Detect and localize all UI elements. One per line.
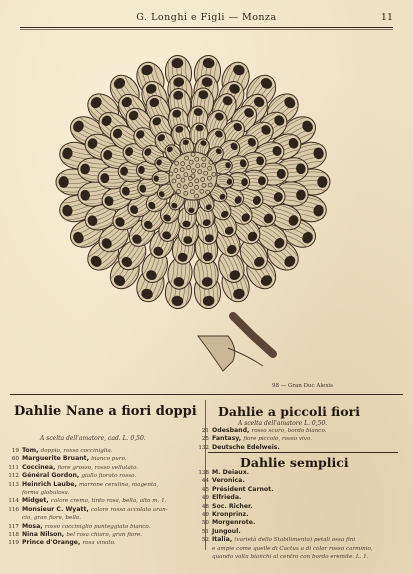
right-bottom-variety-list [196, 469, 401, 561]
illustration-caption: 98 — Gran Duc Alexis [272, 383, 334, 389]
item-number: 49 [201, 512, 209, 519]
list-item [6, 481, 202, 489]
item-number: 119 [8, 540, 19, 547]
list-item [196, 469, 401, 477]
item-number: 138 [198, 470, 209, 476]
item-number: 51 [201, 528, 209, 535]
item-description: quando volta bianchi al centro con bordo eremite. L. 1. [212, 554, 369, 561]
list-item [6, 489, 202, 497]
item-description: marrone cerulina, magenta, [78, 481, 159, 488]
item-description: colore crema, tinto rosa, bella, alto m. 1. [50, 498, 167, 505]
list-item [6, 455, 202, 463]
item-number: 25 [201, 436, 209, 443]
item-name: Soc. Richer. [212, 502, 253, 510]
item-number: 52 [201, 537, 209, 544]
right-top-section-price: A scelta dell'amatore L. 0,50. [238, 420, 328, 427]
item-name: Veronica. [212, 477, 245, 485]
item-name: Tom, [22, 447, 41, 454]
list-item [196, 444, 401, 452]
list-item [6, 523, 202, 531]
item-name: Deutsche Edelweis. [212, 443, 280, 451]
item-description: rosa vinato. [82, 540, 116, 547]
item-number: 44 [201, 478, 209, 485]
header-rule-secondary [20, 29, 393, 30]
dahlia-stem [198, 316, 273, 371]
item-description: colore rosso accolato aran- [90, 506, 168, 513]
item-number: 113 [8, 481, 19, 488]
header-rule [20, 27, 393, 28]
item-description: fiore piccolo, rosso vivo. [243, 436, 312, 443]
list-item [196, 435, 401, 443]
item-name: Morgenrote. [212, 519, 256, 527]
item-number: 118 [8, 532, 19, 539]
item-number: 49 [201, 495, 209, 502]
page-number: 11 [380, 12, 393, 23]
item-number: 50 [201, 520, 209, 527]
item-name: Heinrich Laube, [22, 480, 79, 488]
item-number: 48 [201, 503, 209, 510]
list-item [196, 477, 401, 485]
item-name: Elfrieda. [212, 494, 242, 502]
item-name: Midget, [22, 497, 51, 505]
dahlia-engraving [28, 36, 358, 376]
item-number: 132 [198, 444, 209, 451]
item-name: Nina Nilson, [22, 531, 67, 539]
item-description: fiore grosso, rosso vellutato. [57, 464, 139, 471]
item-description: cio, gran fiore, bello. [22, 515, 81, 522]
item-name: Kronprinz. [212, 511, 249, 519]
item-description: e ampie come quelle di Cactus a di color rosso carminio, [212, 545, 373, 552]
list-item [6, 506, 202, 514]
right-top-section-title: Dahlie a piccoli fiori [218, 404, 360, 419]
item-description: (varietà dello Stabilimento) petali ossa fini [234, 537, 356, 544]
item-name: Mosa, [22, 522, 45, 530]
list-item [6, 539, 202, 547]
item-name: M. Deiaux. [212, 469, 250, 476]
item-number: 21 [201, 428, 209, 434]
list-item [6, 531, 202, 539]
item-name: Prince d'Orange, [22, 539, 83, 547]
header-title: G. Longhi e Figli — Monza [136, 12, 277, 23]
list-item [6, 464, 202, 472]
item-description: rosso scuro, bordo bianco. [251, 428, 327, 434]
item-number: 60 [11, 456, 19, 463]
list-item [196, 503, 401, 511]
left-section-title: Dahlie Nane a fiori doppi [14, 404, 197, 419]
item-description: rosso cocciniglio punteggiato bianco. [44, 523, 151, 530]
list-item [196, 553, 401, 561]
page-header [20, 12, 393, 28]
list-item [196, 427, 401, 435]
item-number: 112 [8, 473, 19, 480]
list-item [196, 486, 401, 494]
list-item [6, 472, 202, 480]
list-item [196, 536, 401, 544]
left-variety-list [6, 447, 202, 548]
item-description: bianco puro. [91, 456, 127, 463]
item-description: forma globulosa. [22, 490, 70, 497]
list-item [196, 511, 401, 519]
dahlia-center [169, 152, 217, 200]
item-number: 117 [8, 523, 19, 530]
item-number: 114 [8, 498, 19, 505]
list-item [6, 447, 202, 455]
item-name: Président Carnot. [212, 485, 274, 493]
item-description: bel rosa chiaro, gran fiore. [66, 532, 143, 539]
item-name: Général Gordon, [22, 472, 82, 480]
list-item [196, 528, 401, 536]
right-section-rule [208, 452, 398, 453]
item-name: Italia, [212, 536, 235, 544]
item-name: Fantasy, [212, 435, 244, 443]
list-item [196, 519, 401, 527]
list-item [196, 545, 401, 553]
item-number: 111 [8, 464, 19, 471]
list-item [6, 514, 202, 522]
section-rule [10, 394, 403, 395]
right-top-variety-list [196, 427, 401, 452]
item-name: Coccinea, [22, 463, 58, 471]
item-name: Odesband, [212, 427, 252, 434]
item-number: 116 [8, 506, 19, 513]
item-description: doppio, rosso cocciniglia. [40, 448, 113, 454]
item-description: giallo fiorato rosso. [81, 473, 137, 480]
list-item [196, 494, 401, 502]
right-bottom-section-title: Dahlie semplici [240, 455, 349, 470]
left-section-price: A scelta dell'amatore, cad. L. 0,50. [40, 435, 146, 442]
item-name: Marguerite Bruant, [22, 455, 92, 463]
item-name: Monsieur C. Wyatt, [22, 505, 91, 513]
item-number: 19 [11, 448, 19, 454]
item-name: Jungoul. [212, 527, 241, 535]
item-number: 45 [201, 486, 209, 493]
list-item [6, 497, 202, 505]
